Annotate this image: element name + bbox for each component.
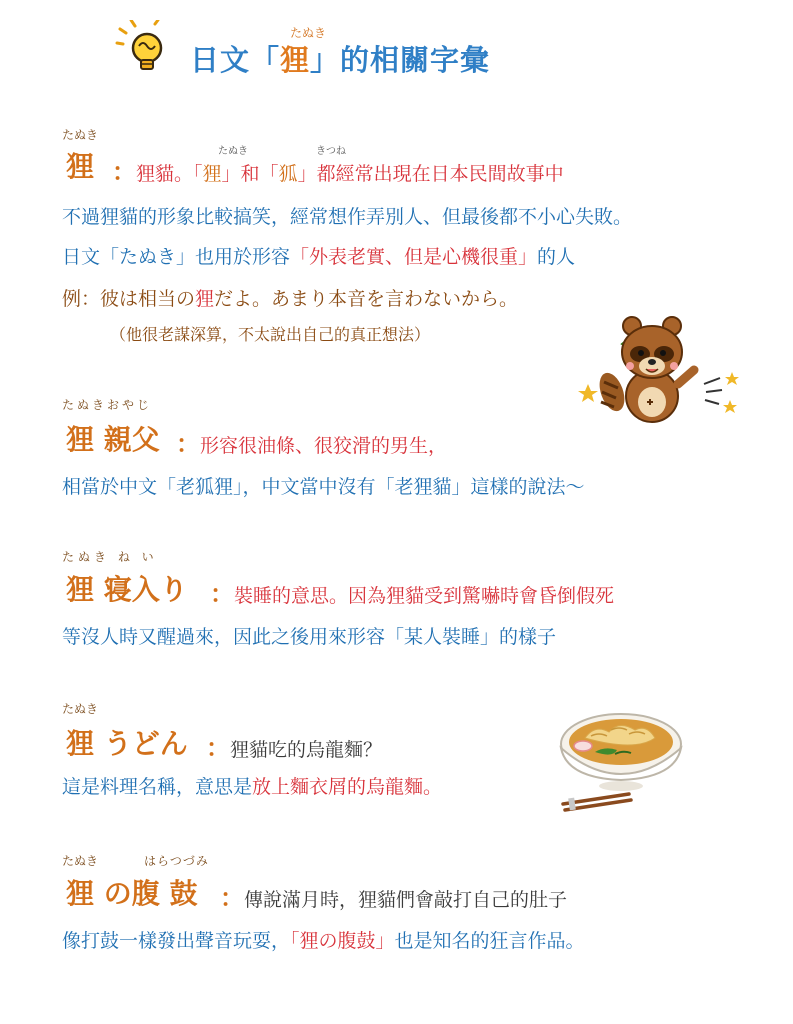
- entry-1-colon: ：: [112, 158, 136, 186]
- entry-2-term: 狸 親父: [66, 423, 160, 456]
- entry-1-line-1: ：狸貓。「狸」和「狐」都經常出現在日本民間故事中: [112, 158, 564, 186]
- entry-5-ruby: たぬき: [62, 854, 99, 868]
- entry-1-ruby: たぬき: [62, 128, 99, 142]
- entry-4-colon: ：: [206, 734, 230, 762]
- entry-4-line-2: 這是料理名稱，意思是放上麵衣屑的烏龍麵。: [62, 776, 443, 798]
- entry-4-line-1: ：狸貓吃的烏龍麵？: [206, 734, 383, 762]
- entry-5-colon: ：: [220, 884, 244, 912]
- lightbulb-icon: [115, 20, 171, 84]
- title-kanji: 狸: [280, 43, 311, 77]
- entry-1-term: 狸: [66, 150, 95, 183]
- title-prefix: 日文「: [190, 43, 281, 77]
- entry-5-line-2: 像打鼓一樣發出聲音玩耍，「狸の腹鼓」也是知名的狂言作品。: [62, 930, 585, 952]
- entry-3-colon: ：: [210, 580, 234, 608]
- entry-2-line-1: ：形容很油條、很狡滑的男生，: [176, 430, 448, 458]
- entry-4-term: 狸 うどん: [66, 727, 188, 760]
- entry-1-line-4: 例：彼は相当の狸だよ。あまり本音を言わないから。: [62, 288, 519, 310]
- entry-3-ruby: たぬき ね い: [62, 550, 158, 564]
- entry-1-ruby-k2: きつね: [316, 146, 346, 157]
- udon-bowl-illustration: [555, 700, 690, 819]
- entry-5-ruby-2: はらつづみ: [144, 854, 209, 868]
- entry-2-ruby: たぬきおやじ: [62, 398, 153, 412]
- title-ruby: たぬき: [290, 26, 327, 40]
- entry-3-line-1: ：裝睡的意思。因為狸貓受到驚嚇時會昏倒假死: [210, 580, 615, 608]
- page-title: [190, 38, 490, 79]
- tanuki-illustration: [572, 304, 747, 433]
- entry-1-line-2: 不過狸貓的形象比較搞笑，經常想作弄別人、但最後都不小心失敗。: [62, 206, 633, 228]
- entry-4-ruby: たぬき: [62, 702, 99, 716]
- entry-2-colon: ：: [176, 430, 200, 458]
- title-suffix: 」的相關字彙: [310, 43, 491, 77]
- entry-1-line-5: （他很老謀深算，不太說出自己的真正想法）: [110, 325, 431, 344]
- entry-1-line-3: 日文「たぬき」也用於形容「外表老實、但是心機很重」的人: [62, 246, 576, 268]
- entry-3-line-2: 等沒人時又醒過來，因此之後用來形容「某人裝睡」的樣子: [62, 626, 557, 648]
- entry-5-line-1: ：傳說滿月時，狸貓們會敲打自己的肚子: [220, 884, 568, 912]
- entry-3-term: 狸 寝入り: [66, 573, 188, 606]
- entry-5-term: 狸 の腹 鼓: [66, 877, 198, 910]
- entry-2-line-2: 相當於中文「老狐狸」，中文當中沒有「老狸貓」這樣的說法～: [62, 476, 585, 498]
- entry-1-ruby-k1: たぬき: [218, 146, 248, 157]
